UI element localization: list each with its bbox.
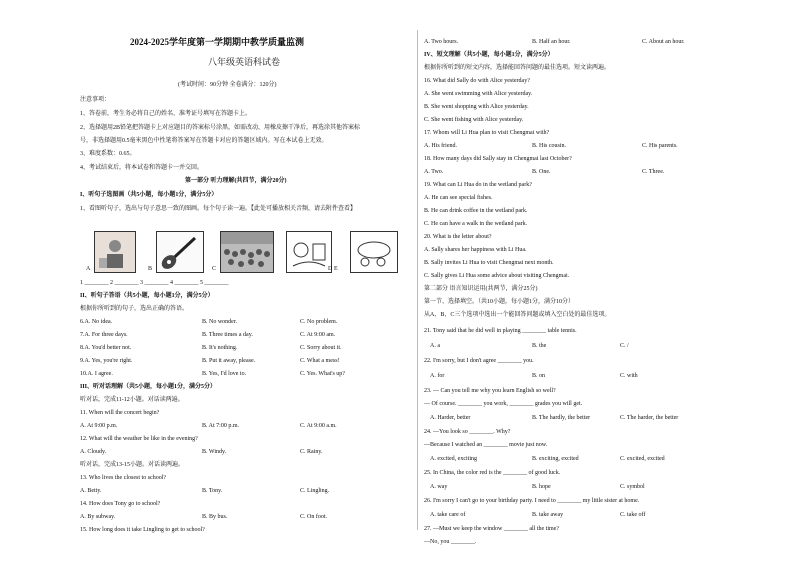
- question: 15. How long does it take Lingling to get to school?: [80, 527, 205, 533]
- note-item: 号，非选择题用0.5毫米黑色中性笔将答案写在答题卡对应的答题区域内。写在本试卷上无效。: [80, 138, 328, 144]
- option: B. the: [532, 343, 547, 349]
- question: 13. Who lives the closest to school?: [80, 475, 167, 481]
- picture-c-crowd: [220, 231, 274, 273]
- option: B. Half an hour.: [532, 39, 571, 45]
- picture-d-cartoon: [286, 231, 332, 273]
- option: C. Yes. What's up?: [300, 371, 345, 377]
- option: C. The harder, the better: [620, 415, 679, 421]
- section-heading: I、听句子选图画（共5小题，每小题1分，满分5分）: [80, 192, 218, 198]
- picture-letter: C: [212, 266, 217, 272]
- option: B. take away: [532, 512, 564, 518]
- picture-a: [94, 231, 136, 273]
- picture-letter: A: [86, 266, 91, 272]
- section-instruction: 根据你所听到的短文内容，选择能回答问题的最佳选项。短文读两遍。: [424, 65, 611, 71]
- option: 6.A. No idea.: [80, 319, 113, 325]
- section-instruction: 从A、B、C三个选项中选出一个能回答问题或填入空白处的最佳选项。: [424, 312, 611, 318]
- question: 19. What can Li Hua do in the wetland park?: [424, 182, 532, 188]
- question: —Because I watched an ________ movie just now.: [424, 442, 548, 448]
- option: B. Tony.: [202, 488, 223, 494]
- picture-letter: E: [334, 266, 338, 272]
- option: C. She went fishing with Alice yesterday.: [424, 117, 524, 123]
- option: C. excited, excited: [620, 456, 665, 462]
- option: B. Put it away, please.: [202, 358, 256, 364]
- option: C. At 9:00 a.m.: [300, 423, 337, 429]
- option: B. She went shopping with Alice yesterday.: [424, 104, 529, 110]
- note-item: 4、考试结束后，将本试卷和答题卡一并交回。: [80, 165, 204, 171]
- section-instruction: 听对话，完成11-12小题。对话读两遍。: [80, 397, 184, 403]
- option: B. The hardly, the better: [532, 415, 591, 421]
- option: A. She went swimming with Alice yesterday.: [424, 91, 533, 97]
- option: C. Sally gives Li Hua some advice about visiting Chengmai.: [424, 273, 570, 279]
- option: B. Sally invites Li Hua to visit Chengmai next month.: [424, 260, 554, 266]
- option: C. At 9:00 am.: [300, 332, 336, 338]
- option: C. with: [620, 373, 638, 379]
- question: 14. How does Tony go to school?: [80, 501, 161, 507]
- exam-title: 2024-2025学年度第一学期期中教学质量监测: [130, 37, 304, 47]
- option: B. His cousin.: [532, 143, 567, 149]
- option: C. Lingling.: [300, 488, 330, 494]
- option: B. hope: [532, 484, 551, 490]
- option: A. excited, exciting: [430, 456, 477, 462]
- option: C. He can have a walk in the wetland park.: [424, 221, 528, 227]
- option: A. Cloudy.: [80, 449, 107, 455]
- question: 22. I'm sorry, but I don't agree ________ you.: [424, 358, 534, 364]
- option: A. His friend.: [424, 143, 457, 149]
- part1-heading: 第一部分 听力理解(共四节，满分20分): [185, 178, 287, 184]
- option: C. About an hour.: [642, 39, 685, 45]
- option: A. Betty.: [80, 488, 102, 494]
- option: C. What a mess!: [300, 358, 340, 364]
- picture-e-cartoon: [350, 231, 398, 273]
- answer-blanks: 1 ________ 2 ________ 3 ________ 4 ________ 5 ________: [80, 280, 229, 286]
- section-instruction: 听对话，完成13-15小题。对话读两遍。: [80, 462, 184, 468]
- section-instruction: 1、看图听句子，选出与句子意思一致的图画。每个句子读一遍。【此处可播放相关音频，请去附件查看】: [80, 206, 357, 212]
- option: A. Harder, better: [430, 415, 471, 421]
- option: A. By subway.: [80, 514, 116, 520]
- exam-subtitle: 八年级英语科试卷: [208, 57, 281, 67]
- option: 7.A. For three days.: [80, 332, 128, 338]
- option: 10.A. I agree.: [80, 371, 113, 377]
- question: — Of course. ________ you work, ________ grades you will get.: [424, 401, 583, 407]
- option: C. Three.: [642, 169, 665, 175]
- question: 18. How many days did Sally stay in Chengmai last October?: [424, 156, 572, 162]
- option: B. One.: [532, 169, 551, 175]
- option: B. It's nothing.: [202, 345, 238, 351]
- option: B. on: [532, 373, 546, 379]
- option: C. His parents.: [642, 143, 678, 149]
- option: C. symbol: [620, 484, 645, 490]
- question: 21. Tony said that he did well in playing ________ table tennis.: [424, 328, 577, 334]
- option: 8.A. You'd better not.: [80, 345, 132, 351]
- option: B. No wonder.: [202, 319, 237, 325]
- option: C. On foot.: [300, 514, 327, 520]
- part2-heading: 第二部分 语言知识运用(共两节，满分25分): [424, 286, 538, 292]
- picture-letter: B: [148, 266, 153, 272]
- question: 24. —You look so ________. Why?: [424, 429, 511, 435]
- option: C. /: [620, 343, 629, 349]
- option: C. take off: [620, 512, 646, 518]
- option: C. Rainy.: [300, 449, 323, 455]
- option: A. Two.: [424, 169, 444, 175]
- question: 25. In China, the color red is the ________ of good luck.: [424, 470, 561, 476]
- option: B. He can drink coffee in the wetland park.: [424, 208, 528, 214]
- option: A. for: [430, 373, 445, 379]
- picture-b-guitar: [156, 231, 204, 273]
- section-instruction: 根据你所听到的句子，选出正确的答语。: [80, 306, 189, 312]
- option: B. By bus.: [202, 514, 228, 520]
- option: A. take care of: [430, 512, 466, 518]
- section-heading: III、听对话理解（共5小题，每小题1分，满分5分）: [80, 384, 217, 390]
- option: C. Sorry about it.: [300, 345, 342, 351]
- question: 17. Whom will Li Hua plan to visit Chengmai with?: [424, 130, 550, 136]
- option: B. At 7:00 p.m.: [202, 423, 240, 429]
- section-heading: 第一节、选择填空。（共10小题，每小题1分，满分10分）: [424, 299, 575, 305]
- column-divider: [417, 30, 418, 530]
- option: A. Two hours.: [424, 39, 459, 45]
- option: A. Sally shares her happiness with Li Hua.: [424, 247, 527, 253]
- question: 20. What is the letter about?: [424, 234, 492, 240]
- option: B. Windy.: [202, 449, 227, 455]
- option: A. At 9:00 p.m.: [80, 423, 118, 429]
- option: A. He can see special fishes.: [424, 195, 493, 201]
- option: C. No problem.: [300, 319, 338, 325]
- note-item: 2、选择题用2B铅笔把答题卡上对应题目的答案标号涂黑，如需改动，用橡皮擦干净后，再选涂其他答案标: [80, 125, 361, 131]
- question: —No, you ________.: [424, 539, 477, 545]
- section-heading: IV、短文理解（共5小题，每小题1分，满分5分）: [424, 52, 554, 58]
- question: 26. I'm sorry I can't go to your birthday party. I need to ________ my little sister at home.: [424, 498, 640, 504]
- section-heading: II、听句子答语（共5小题，每小题1分，满分5分）: [80, 293, 214, 299]
- exam-info: (考试时间：90分钟 全卷满分：120分): [178, 82, 277, 88]
- option: 9.A. Yes, you're right.: [80, 358, 133, 364]
- note-item: 1、答卷前，考生务必将自己的姓名、准考证号填写在答题卡上。: [80, 111, 252, 117]
- question: 16. What did Sally do with Alice yesterday?: [424, 78, 530, 84]
- notes-heading: 注意事项：: [80, 97, 111, 103]
- question: 11. When will the concert begin?: [80, 410, 160, 416]
- question: 27. —Must we keep the window ________ all the time?: [424, 526, 559, 532]
- option: B. Yes, I'd love to.: [202, 371, 247, 377]
- question: 23. — Can you tell me why you learn English so well?: [424, 388, 556, 394]
- option: B. exciting, excited: [532, 456, 579, 462]
- note-item: 3、难度系数：0.65。: [80, 151, 136, 157]
- option: A. a: [430, 343, 440, 349]
- option: A. way: [430, 484, 448, 490]
- question: 12. What will the weather be like in the evening?: [80, 436, 198, 442]
- picture-letter: D: [328, 266, 333, 272]
- option: B. Three times a day.: [202, 332, 253, 338]
